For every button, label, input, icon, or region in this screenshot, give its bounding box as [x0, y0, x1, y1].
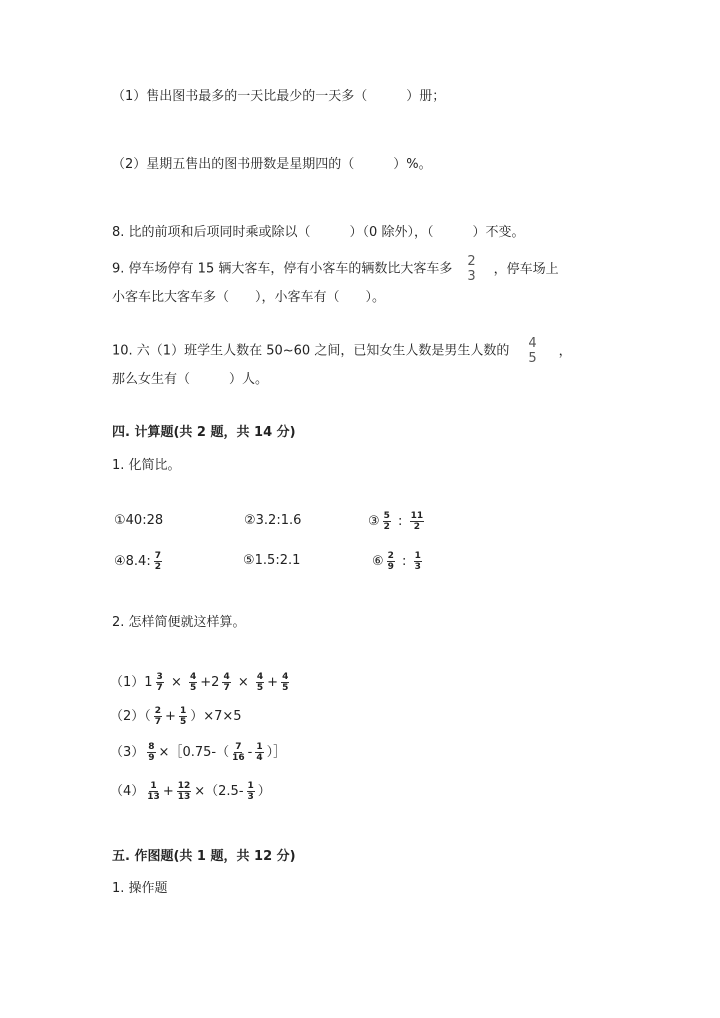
ratio-item-1: ①40:28 [114, 513, 164, 528]
denominator: 7 [223, 683, 230, 693]
numerator: 3 [156, 672, 163, 682]
operator: - [247, 745, 253, 760]
ratio-item-2: ②3.2:1.6 [244, 513, 302, 528]
question-8: 8. 比的前项和后项同时乘或除以（ ）（0 除外），（ ）不变。 [112, 225, 525, 240]
question-9-line-2: 小客车比大客车多（ ），小客车有（ ）。 [112, 290, 386, 305]
numerator: 2 [467, 254, 476, 269]
q9-text: 9. 停车场停有 15 辆大客车，停有小客车的辆数比大客车多 [112, 261, 453, 277]
operator: + [165, 709, 176, 724]
label: ③ [368, 514, 380, 529]
expression-1 [110, 672, 292, 693]
operator: × [170, 675, 182, 690]
denominator: 3 [247, 792, 254, 802]
numerator: 2 [154, 706, 162, 716]
denominator: 3 [467, 269, 476, 284]
denominator: 2 [383, 522, 390, 532]
label: ⑥ [372, 554, 384, 569]
numerator: 4 [190, 672, 197, 682]
ratio-item-6: ⑥ $\frac{2}{9}$ : $\frac{1}{3}$ [372, 551, 421, 572]
denominator: 9 [387, 562, 394, 572]
label: （2）（ [110, 709, 151, 724]
q9-text: ，停车场上 [493, 261, 559, 277]
expression-3 [110, 742, 286, 763]
denominator: 7 [156, 683, 163, 693]
section-5-title: 五. 作图题(共 1 题，共 12 分) [112, 849, 296, 864]
denominator: 2 [413, 522, 420, 532]
operator: + [267, 675, 279, 690]
label: （1）1 [110, 675, 153, 690]
question-7-part-1: （1）售出图书最多的一天比最少的一天多（ ）册； [112, 89, 446, 104]
numerator: 1 [179, 706, 187, 716]
numerator: 7 [235, 742, 242, 752]
numerator: 12 [177, 781, 191, 791]
section-4-q1: 1. 化简比。 [112, 458, 181, 473]
denominator: 5 [190, 683, 197, 693]
denominator: 5 [528, 351, 537, 366]
ratio-item-5: ⑤1.5:2.1 [243, 553, 301, 568]
numerator: 1 [256, 742, 263, 752]
question-10-line-1 [112, 336, 572, 366]
label: （4） [110, 784, 145, 799]
section-5-q1: 1. 操作题 [112, 881, 168, 896]
numerator: 4 [282, 672, 289, 682]
label: （3） [110, 745, 145, 760]
numerator: 1 [414, 551, 421, 561]
operator: +2 [200, 675, 220, 690]
denominator: 5 [256, 683, 264, 693]
expression-4 [110, 781, 271, 802]
numerator: 1 [150, 781, 157, 791]
ratio-item-3: ③ $\frac{5}{2}$ : $\frac{11}{2}$ [368, 511, 424, 532]
numerator: 8 [148, 742, 155, 752]
numerator: 11 [410, 511, 424, 521]
numerator: 5 [383, 511, 390, 521]
operator: + [162, 784, 174, 799]
fraction [466, 254, 476, 284]
label: ④8.4: [114, 554, 151, 569]
text: ×［0.75-（ [158, 745, 230, 760]
numerator: 7 [154, 551, 161, 561]
text: ×（2.5- [194, 784, 244, 799]
denominator: 2 [154, 562, 161, 572]
numerator: 4 [256, 672, 264, 682]
question-10-line-2: 那么女生有（ ）人。 [112, 372, 269, 387]
denominator: 9 [148, 753, 155, 763]
numerator: 4 [223, 672, 230, 682]
q10-text: ， [558, 343, 572, 359]
numerator: 1 [247, 781, 254, 791]
section-4-title: 四. 计算题(共 2 题，共 14 分) [112, 425, 296, 440]
q10-text: 10. 六（1）班学生人数在 50~60 之间，已知女生人数是男生人数的 [112, 343, 510, 359]
denominator: 5 [282, 683, 289, 693]
denominator: 16 [232, 753, 245, 763]
question-7-part-2: （2）星期五售出的图书册数是星期四的（ ）%。 [112, 157, 432, 172]
denominator: 5 [179, 717, 187, 727]
denominator: 4 [256, 753, 263, 763]
section-4-q2: 2. 怎样简便就这样算。 [112, 615, 246, 630]
fraction [527, 336, 537, 366]
ratio-item-4 [114, 551, 165, 572]
text: ）］ [266, 745, 287, 760]
denominator: 3 [414, 562, 421, 572]
question-9-line-1 [112, 254, 559, 284]
text: ）×7×5 [190, 709, 242, 724]
denominator: 13 [177, 792, 191, 802]
denominator: 7 [154, 717, 162, 727]
operator: × [237, 675, 249, 690]
numerator: 4 [528, 336, 537, 351]
numerator: 2 [387, 551, 394, 561]
expression-2 [110, 706, 242, 727]
text: ） [257, 784, 271, 799]
denominator: 13 [147, 792, 160, 802]
